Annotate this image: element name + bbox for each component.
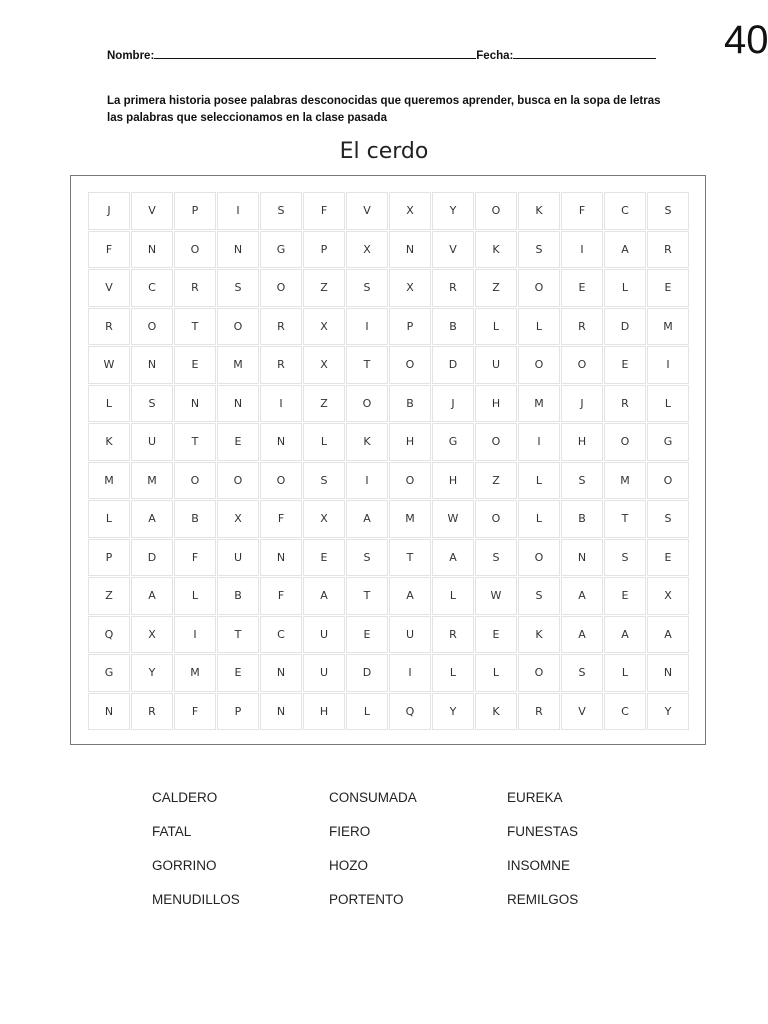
grid-cell[interactable]: Y	[432, 192, 474, 230]
grid-cell[interactable]: O	[174, 231, 216, 269]
grid-cell[interactable]: C	[131, 269, 173, 307]
date-label: Fecha:	[476, 50, 514, 62]
grid-cell[interactable]: I	[217, 192, 259, 230]
grid-cell[interactable]: U	[389, 616, 431, 654]
grid-cell[interactable]: T	[346, 577, 388, 615]
grid-cell[interactable]: J	[561, 385, 603, 423]
grid-cell[interactable]: R	[432, 269, 474, 307]
grid-cell[interactable]: G	[88, 654, 130, 692]
grid-cell[interactable]: I	[346, 462, 388, 500]
grid-cell[interactable]: U	[303, 616, 345, 654]
word-list-item: EUREKA	[507, 790, 563, 805]
grid-cell[interactable]: G	[432, 423, 474, 461]
grid-cell[interactable]: X	[303, 346, 345, 384]
grid-cell[interactable]: L	[88, 500, 130, 538]
grid-cell[interactable]: K	[475, 693, 517, 731]
word-list-item: CALDERO	[152, 790, 218, 805]
grid-cell[interactable]: X	[647, 577, 689, 615]
name-blank[interactable]	[154, 46, 476, 59]
grid-cell[interactable]: P	[389, 308, 431, 346]
grid-cell[interactable]: U	[475, 346, 517, 384]
grid-cell[interactable]: A	[131, 577, 173, 615]
grid-cell[interactable]: N	[131, 346, 173, 384]
grid-cell[interactable]: S	[647, 192, 689, 230]
grid-cell[interactable]: C	[260, 616, 302, 654]
grid-cell[interactable]: O	[518, 346, 560, 384]
grid-cell[interactable]: X	[303, 308, 345, 346]
word-list	[152, 790, 657, 926]
grid-cell[interactable]: L	[88, 385, 130, 423]
grid-cell[interactable]: K	[88, 423, 130, 461]
grid-cell[interactable]: O	[217, 308, 259, 346]
grid-cell[interactable]: V	[88, 269, 130, 307]
grid-cell[interactable]: N	[217, 385, 259, 423]
grid-cell[interactable]: I	[389, 654, 431, 692]
grid-cell[interactable]: F	[174, 539, 216, 577]
grid-cell[interactable]: Q	[389, 693, 431, 731]
grid-cell[interactable]: T	[217, 616, 259, 654]
grid-cell[interactable]: C	[604, 693, 646, 731]
grid-cell[interactable]: E	[303, 539, 345, 577]
grid-cell[interactable]: Z	[303, 385, 345, 423]
grid-cell[interactable]: B	[561, 500, 603, 538]
grid-cell[interactable]: L	[475, 308, 517, 346]
grid-cell[interactable]: H	[303, 693, 345, 731]
grid-cell[interactable]: L	[432, 577, 474, 615]
word-search-grid	[88, 192, 690, 731]
grid-cell[interactable]: F	[303, 192, 345, 230]
grid-cell[interactable]: O	[475, 192, 517, 230]
grid-cell[interactable]: N	[561, 539, 603, 577]
grid-cell[interactable]: S	[518, 231, 560, 269]
grid-cell[interactable]: B	[432, 308, 474, 346]
grid-cell[interactable]: N	[260, 539, 302, 577]
grid-cell[interactable]: L	[604, 654, 646, 692]
grid-cell[interactable]: L	[346, 693, 388, 731]
grid-cell[interactable]: L	[518, 500, 560, 538]
grid-cell[interactable]: Z	[303, 269, 345, 307]
grid-cell[interactable]: D	[604, 308, 646, 346]
grid-cell[interactable]: O	[260, 462, 302, 500]
grid-cell[interactable]: I	[518, 423, 560, 461]
word-list-item: GORRINO	[152, 858, 217, 873]
grid-cell[interactable]: S	[561, 462, 603, 500]
grid-cell[interactable]: H	[432, 462, 474, 500]
word-list-item: HOZO	[329, 858, 368, 873]
grid-cell[interactable]: V	[432, 231, 474, 269]
grid-cell[interactable]: X	[303, 500, 345, 538]
grid-cell[interactable]: S	[647, 500, 689, 538]
grid-cell[interactable]: U	[303, 654, 345, 692]
grid-cell[interactable]: I	[647, 346, 689, 384]
grid-cell[interactable]: G	[260, 231, 302, 269]
grid-cell[interactable]: D	[346, 654, 388, 692]
grid-cell[interactable]: L	[604, 269, 646, 307]
grid-cell[interactable]: E	[604, 577, 646, 615]
instructions: La primera historia posee palabras desconocidas que queremos aprender, busca en la sopa de letras las palabras que seleccionamos en la clase pasada	[107, 95, 661, 124]
grid-cell[interactable]: S	[303, 462, 345, 500]
grid-cell[interactable]: V	[131, 192, 173, 230]
grid-cell[interactable]: E	[217, 654, 259, 692]
grid-cell[interactable]: F	[88, 231, 130, 269]
grid-cell[interactable]: X	[346, 231, 388, 269]
puzzle-title: El cerdo	[339, 139, 429, 164]
name-label: Nombre:	[107, 50, 155, 62]
grid-cell[interactable]: R	[518, 693, 560, 731]
grid-cell[interactable]: O	[346, 385, 388, 423]
grid-cell[interactable]: N	[260, 693, 302, 731]
grid-cell[interactable]: N	[174, 385, 216, 423]
grid-cell[interactable]: I	[174, 616, 216, 654]
grid-cell[interactable]: E	[647, 539, 689, 577]
grid-cell[interactable]: M	[88, 462, 130, 500]
grid-cell[interactable]: S	[518, 577, 560, 615]
grid-cell[interactable]: E	[475, 616, 517, 654]
word-list-item: INSOMNE	[507, 858, 571, 873]
grid-cell[interactable]: N	[647, 654, 689, 692]
grid-cell[interactable]: O	[389, 462, 431, 500]
grid-cell[interactable]: O	[260, 269, 302, 307]
grid-cell[interactable]: V	[346, 192, 388, 230]
grid-cell[interactable]: A	[561, 577, 603, 615]
grid-cell[interactable]: E	[174, 346, 216, 384]
date-blank[interactable]	[513, 46, 656, 59]
grid-cell[interactable]: R	[131, 693, 173, 731]
grid-cell[interactable]: O	[647, 462, 689, 500]
grid-cell[interactable]: L	[518, 462, 560, 500]
grid-cell[interactable]: D	[432, 346, 474, 384]
grid-cell[interactable]: R	[647, 231, 689, 269]
grid-cell[interactable]: O	[518, 539, 560, 577]
grid-cell[interactable]: N	[217, 231, 259, 269]
grid-cell[interactable]: R	[260, 346, 302, 384]
grid-cell[interactable]: S	[475, 539, 517, 577]
grid-cell[interactable]: P	[88, 539, 130, 577]
grid-cell[interactable]: J	[88, 192, 130, 230]
grid-cell[interactable]: S	[260, 192, 302, 230]
grid-cell[interactable]: T	[174, 308, 216, 346]
grid-cell[interactable]: M	[518, 385, 560, 423]
grid-cell[interactable]: L	[174, 577, 216, 615]
grid-cell[interactable]: Y	[432, 693, 474, 731]
grid-cell[interactable]: P	[174, 192, 216, 230]
grid-cell[interactable]: R	[432, 616, 474, 654]
grid-cell[interactable]: A	[604, 616, 646, 654]
grid-cell[interactable]: L	[303, 423, 345, 461]
grid-cell[interactable]: A	[131, 500, 173, 538]
grid-cell[interactable]: L	[475, 654, 517, 692]
grid-cell[interactable]: N	[389, 231, 431, 269]
grid-cell[interactable]: R	[561, 308, 603, 346]
grid-cell[interactable]: G	[647, 423, 689, 461]
grid-cell[interactable]: F	[260, 500, 302, 538]
grid-cell[interactable]: X	[389, 269, 431, 307]
word-list-item: FUNESTAS	[507, 824, 579, 839]
grid-cell[interactable]: Z	[475, 462, 517, 500]
grid-cell[interactable]: O	[475, 423, 517, 461]
name-date-line	[107, 46, 656, 62]
word-list-item: CONSUMADA	[329, 790, 417, 805]
grid-cell[interactable]: K	[518, 192, 560, 230]
grid-cell[interactable]: N	[88, 693, 130, 731]
grid-cell[interactable]: I	[346, 308, 388, 346]
grid-cell[interactable]: M	[174, 654, 216, 692]
grid-cell[interactable]: T	[174, 423, 216, 461]
grid-cell[interactable]: O	[518, 654, 560, 692]
word-list-item: FIERO	[329, 824, 371, 839]
word-list-item: PORTENTO	[329, 892, 404, 907]
grid-cell[interactable]: B	[217, 577, 259, 615]
grid-cell[interactable]: S	[131, 385, 173, 423]
grid-cell[interactable]: O	[174, 462, 216, 500]
grid-cell[interactable]: F	[174, 693, 216, 731]
grid-cell[interactable]: U	[131, 423, 173, 461]
grid-cell[interactable]: Y	[647, 693, 689, 731]
grid-cell[interactable]: A	[561, 616, 603, 654]
grid-cell[interactable]: S	[346, 539, 388, 577]
grid-cell[interactable]: A	[346, 500, 388, 538]
grid-cell[interactable]: A	[647, 616, 689, 654]
grid-cell[interactable]: Z	[88, 577, 130, 615]
grid-cell[interactable]: W	[88, 346, 130, 384]
grid-cell[interactable]: E	[561, 269, 603, 307]
grid-cell[interactable]: I	[561, 231, 603, 269]
grid-cell[interactable]: T	[346, 346, 388, 384]
grid-cell[interactable]: W	[432, 500, 474, 538]
grid-cell[interactable]: O	[561, 346, 603, 384]
grid-cell[interactable]: L	[647, 385, 689, 423]
grid-cell[interactable]: M	[217, 346, 259, 384]
grid-cell[interactable]: S	[561, 654, 603, 692]
grid-cell[interactable]: O	[131, 308, 173, 346]
grid-cell[interactable]: P	[217, 693, 259, 731]
grid-cell[interactable]: Q	[88, 616, 130, 654]
grid-cell[interactable]: T	[604, 500, 646, 538]
grid-cell[interactable]: E	[346, 616, 388, 654]
grid-cell[interactable]: A	[303, 577, 345, 615]
grid-cell[interactable]: B	[174, 500, 216, 538]
grid-cell[interactable]: M	[604, 462, 646, 500]
grid-cell[interactable]: A	[604, 231, 646, 269]
grid-cell[interactable]: M	[131, 462, 173, 500]
grid-cell[interactable]: S	[346, 269, 388, 307]
grid-cell[interactable]: A	[389, 577, 431, 615]
grid-cell[interactable]: K	[346, 423, 388, 461]
grid-cell[interactable]: C	[604, 192, 646, 230]
grid-cell[interactable]: U	[217, 539, 259, 577]
grid-cell[interactable]: E	[217, 423, 259, 461]
grid-cell[interactable]: E	[647, 269, 689, 307]
grid-cell[interactable]: F	[561, 192, 603, 230]
grid-cell[interactable]: H	[561, 423, 603, 461]
grid-cell[interactable]: O	[217, 462, 259, 500]
grid-cell[interactable]: F	[260, 577, 302, 615]
grid-cell[interactable]: L	[432, 654, 474, 692]
grid-cell[interactable]: H	[475, 385, 517, 423]
page-number: 40	[724, 18, 768, 62]
grid-cell[interactable]: A	[432, 539, 474, 577]
grid-cell[interactable]: K	[475, 231, 517, 269]
grid-cell[interactable]: J	[432, 385, 474, 423]
grid-cell[interactable]: P	[303, 231, 345, 269]
grid-cell[interactable]: Y	[131, 654, 173, 692]
grid-cell[interactable]: N	[260, 654, 302, 692]
grid-cell[interactable]: S	[217, 269, 259, 307]
grid-cell[interactable]: N	[131, 231, 173, 269]
grid-cell[interactable]: T	[389, 539, 431, 577]
grid-cell[interactable]: X	[217, 500, 259, 538]
grid-cell[interactable]: R	[260, 308, 302, 346]
grid-cell[interactable]: M	[647, 308, 689, 346]
grid-cell[interactable]: E	[604, 346, 646, 384]
grid-cell[interactable]: V	[561, 693, 603, 731]
grid-cell[interactable]: N	[260, 423, 302, 461]
grid-cell[interactable]: L	[518, 308, 560, 346]
grid-cell[interactable]: D	[131, 539, 173, 577]
grid-cell[interactable]: K	[518, 616, 560, 654]
grid-cell[interactable]: W	[475, 577, 517, 615]
word-list-item: REMILGOS	[507, 892, 579, 907]
grid-cell[interactable]: I	[260, 385, 302, 423]
grid-cell[interactable]: O	[389, 346, 431, 384]
grid-cell[interactable]: R	[604, 385, 646, 423]
grid-cell[interactable]: X	[389, 192, 431, 230]
grid-cell[interactable]: O	[518, 269, 560, 307]
grid-cell[interactable]: Z	[475, 269, 517, 307]
grid-cell[interactable]: M	[389, 500, 431, 538]
grid-cell[interactable]: O	[604, 423, 646, 461]
grid-cell[interactable]: X	[131, 616, 173, 654]
grid-cell[interactable]: O	[475, 500, 517, 538]
grid-cell[interactable]: H	[389, 423, 431, 461]
grid-cell[interactable]: R	[88, 308, 130, 346]
grid-cell[interactable]: S	[604, 539, 646, 577]
word-list-item: FATAL	[152, 824, 192, 839]
grid-cell[interactable]: R	[174, 269, 216, 307]
word-list-item: MENUDILLOS	[152, 892, 240, 907]
grid-cell[interactable]: B	[389, 385, 431, 423]
